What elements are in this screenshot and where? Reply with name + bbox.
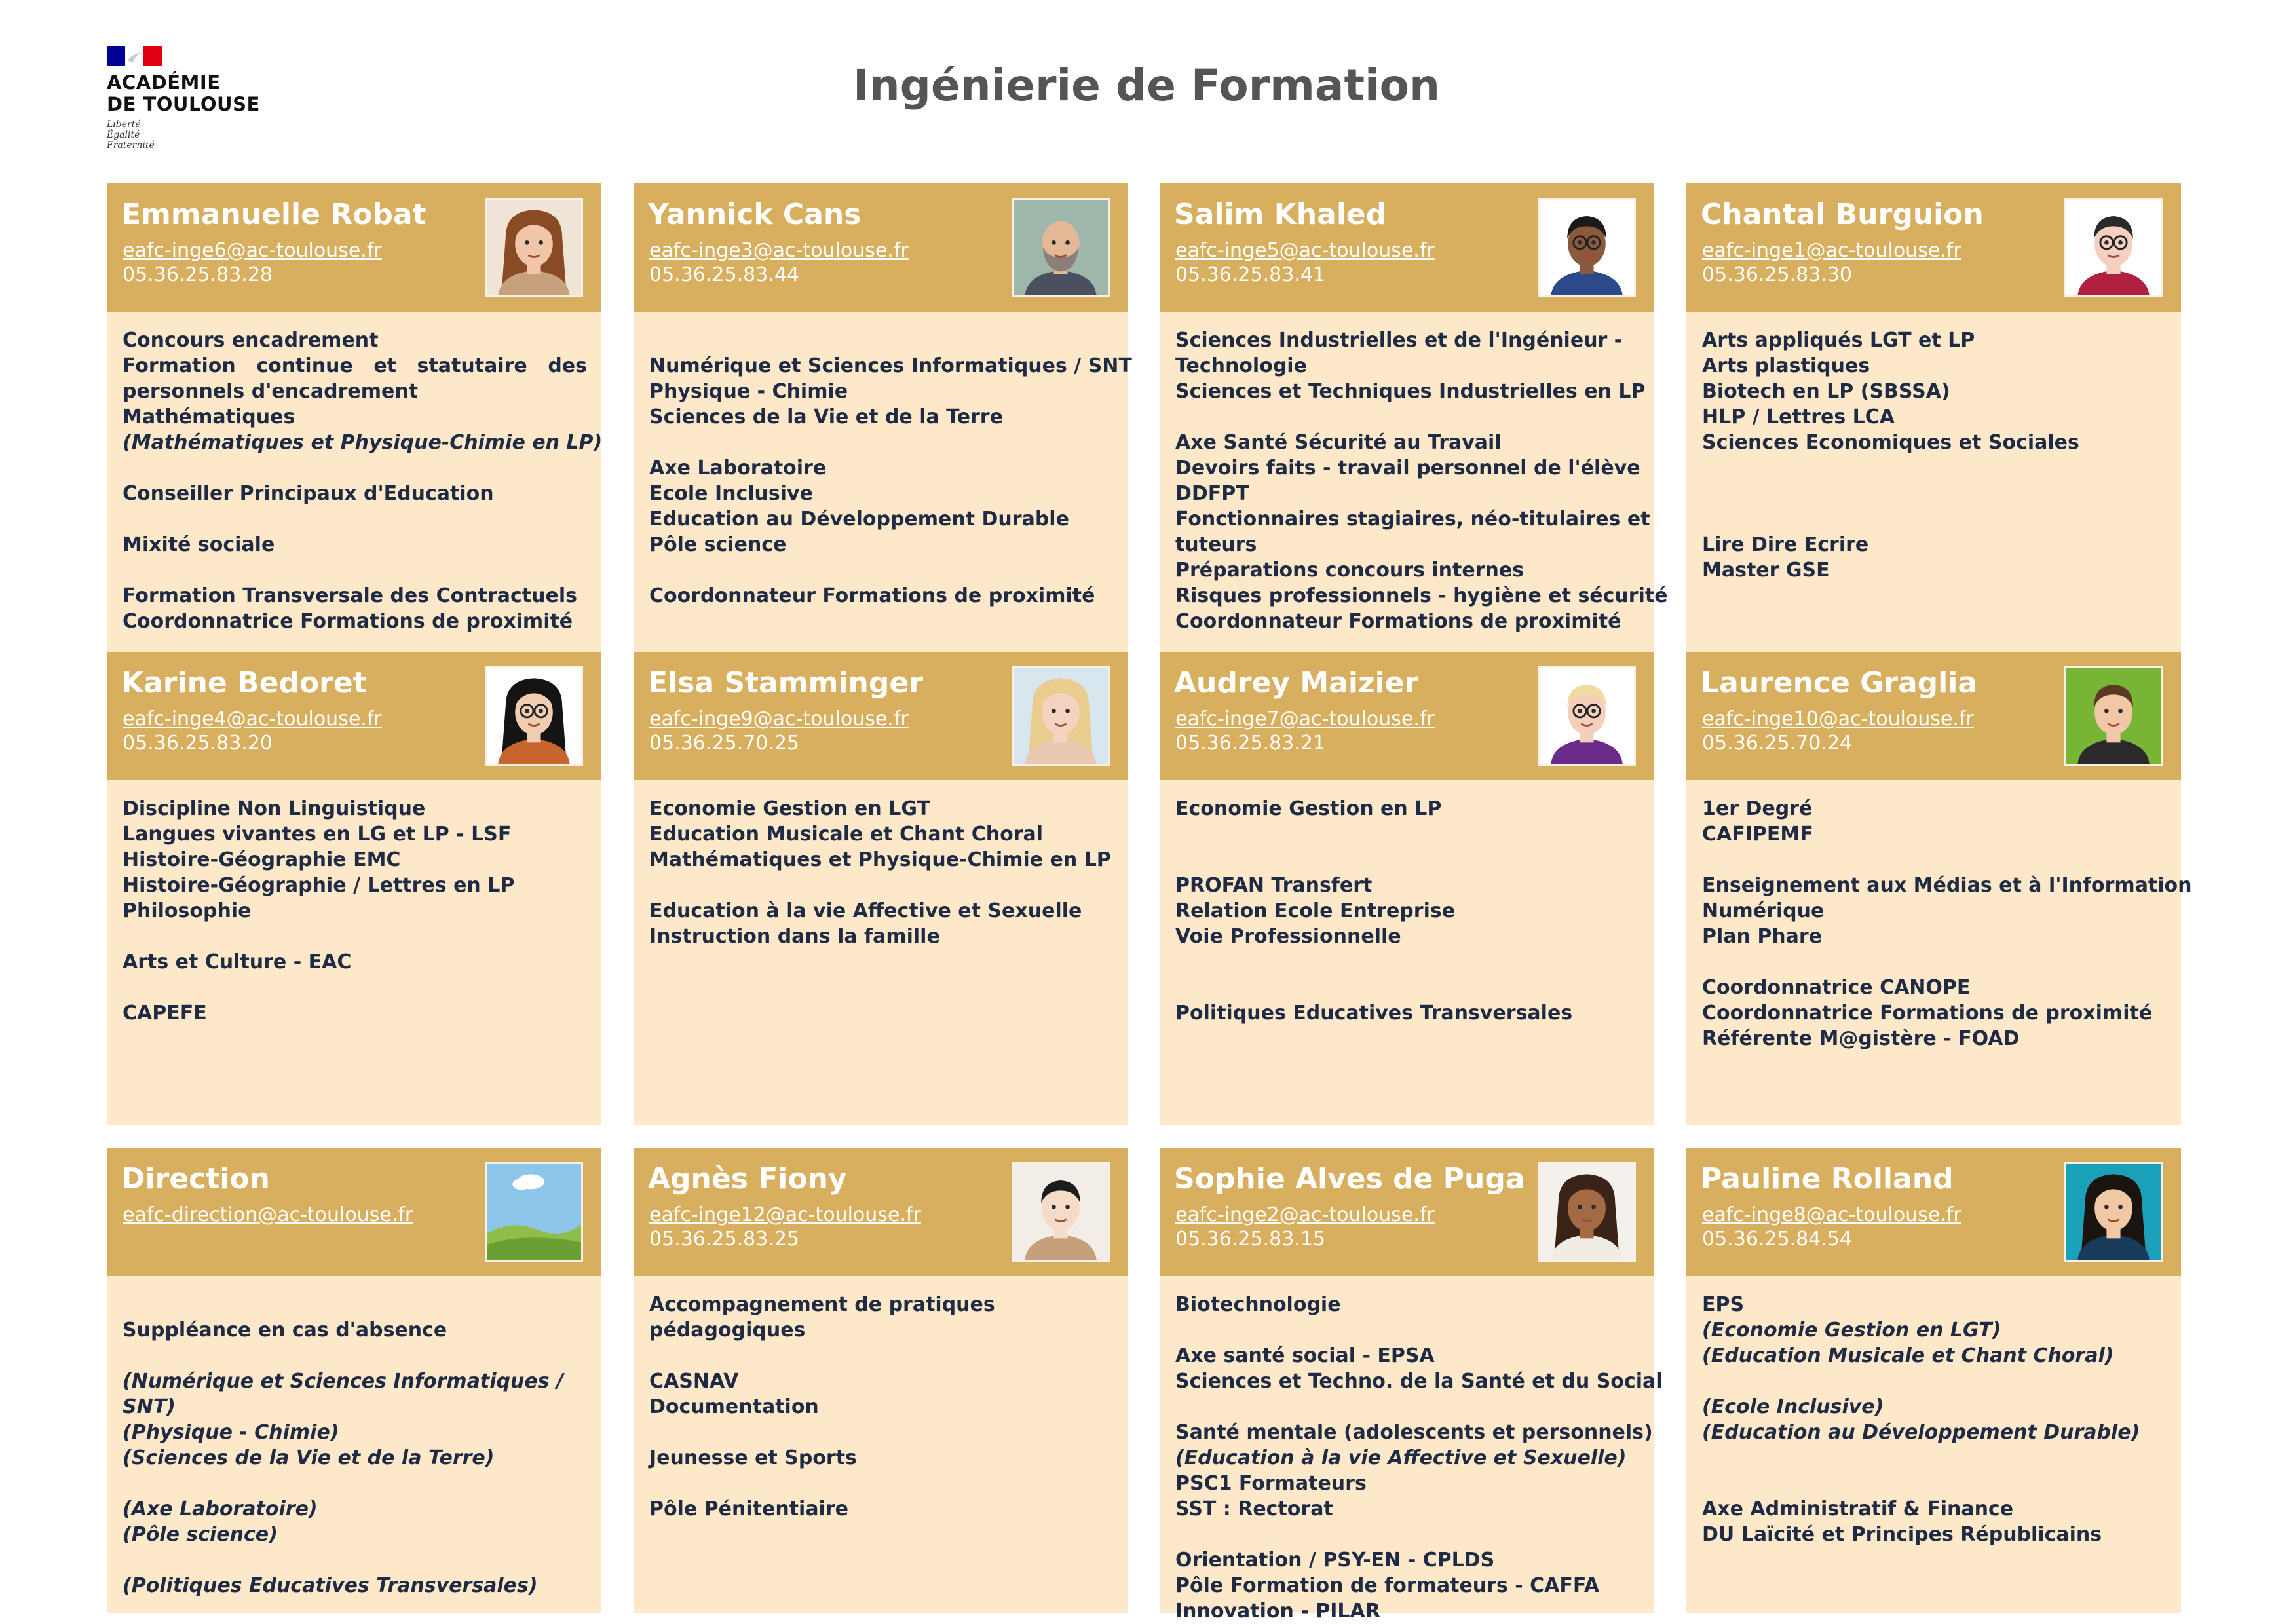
responsibility-item: (Physique - Chimie) xyxy=(123,1421,339,1444)
responsibility-item: Arts et Culture - EAC xyxy=(123,951,352,973)
responsibility-item: (Ecole Inclusive) xyxy=(1702,1395,1884,1418)
responsibility-item: DDFPT xyxy=(1175,482,1249,505)
responsibility-item: Référente M@gistère - FOAD xyxy=(1702,1027,2020,1050)
responsibility-item xyxy=(1175,847,1640,873)
card-header xyxy=(1160,652,1654,780)
responsibility-item: Technologie xyxy=(1175,354,1307,377)
responsibility-item: CASNAV xyxy=(649,1370,739,1393)
responsibility-item: Axe Santé Sécurité au Travail xyxy=(1175,431,1502,454)
responsibility-item xyxy=(649,328,1114,353)
responsibility-item: (Politiques Educatives Transversales) xyxy=(123,1574,538,1597)
responsibility-item xyxy=(649,1420,1114,1445)
contact-phone: 05.36.25.83.44 xyxy=(649,263,800,286)
responsibility-item xyxy=(649,430,1114,455)
contact-email-link[interactable]: eafc-inge1@ac-toulouse.fr xyxy=(1702,239,1961,262)
contact-card xyxy=(634,1148,1128,1613)
contact-card xyxy=(1160,183,1668,655)
responsibility-item: Préparations concours internes xyxy=(1175,559,1525,582)
responsibility-item: (Education Musicale et Chant Choral) xyxy=(1702,1344,2114,1367)
responsibility-item: Innovation - PILAR xyxy=(1175,1600,1380,1623)
responsibility-item xyxy=(1702,949,2167,975)
contact-card xyxy=(634,652,1128,1125)
responsibility-item: pédagogiques xyxy=(649,1319,806,1342)
responsibility-item: Fonctionnaires stagiaires, néo-titulaires et xyxy=(1175,508,1650,531)
responsibility-item xyxy=(123,975,587,1000)
contact-email-link[interactable]: eafc-inge7@ac-toulouse.fr xyxy=(1175,708,1435,730)
avatar xyxy=(1538,666,1636,766)
contact-card xyxy=(634,183,1132,655)
responsibility-item: CAPEFE xyxy=(123,1002,207,1025)
responsibility-item: CAFIPEMF xyxy=(1702,823,1813,846)
avatar xyxy=(1012,198,1110,297)
responsibility-item: Coordonnatrice Formations de proximité xyxy=(123,610,573,633)
responsibility-item: Documentation xyxy=(649,1395,819,1418)
contact-name: Pauline Rolland xyxy=(1701,1162,1954,1196)
contact-name: Direction xyxy=(121,1162,270,1196)
responsibility-item: Pôle Formation de formateurs - CAFFA xyxy=(1175,1574,1600,1597)
contact-phone: 05.36.25.83.25 xyxy=(649,1228,800,1251)
avatar xyxy=(2064,666,2163,766)
responsibility-item: Lire Dire Ecrire xyxy=(1702,533,1869,556)
responsibility-item xyxy=(649,1471,1114,1496)
contact-phone: 05.36.25.70.25 xyxy=(649,732,800,755)
responsibility-item: Master GSE xyxy=(1702,559,1830,582)
contact-name: Karine Bedoret xyxy=(121,666,367,700)
responsibilities-list xyxy=(1175,796,1640,1026)
responsibility-item: Economie Gestion en LP xyxy=(1175,797,1442,820)
contact-card xyxy=(1686,652,2192,1125)
avatar xyxy=(1012,666,1110,766)
responsibility-item: Sciences et Techno. de la Santé et du Social xyxy=(1175,1370,1663,1393)
responsibility-item: Santé mentale (adolescents et personnels) xyxy=(1175,1421,1653,1444)
responsibility-item: SST : Rectorat xyxy=(1175,1498,1333,1520)
card-header xyxy=(634,652,1128,780)
responsibility-item: Axe santé social - EPSA xyxy=(1175,1344,1435,1367)
avatar xyxy=(2064,198,2163,297)
responsibility-item: Sciences de la Vie et de la Terre xyxy=(649,406,1003,428)
card-header xyxy=(634,183,1128,312)
responsibility-item: Sciences Economiques et Sociales xyxy=(1702,431,2079,454)
contact-name: Laurence Graglia xyxy=(1701,666,1978,700)
responsibility-item: Instruction dans la famille xyxy=(649,925,940,948)
contact-phone: 05.36.25.70.24 xyxy=(1702,732,1853,755)
avatar xyxy=(485,666,583,766)
responsibility-item: (Education au Développement Durable) xyxy=(1702,1421,2140,1444)
landscape-icon xyxy=(485,1162,583,1262)
responsibility-item: Axe Administratif & Finance xyxy=(1702,1498,2014,1520)
responsibilities-list xyxy=(649,328,1132,609)
contact-card xyxy=(107,183,601,655)
card-header xyxy=(1686,1148,2181,1276)
responsibility-item xyxy=(1175,1394,1640,1420)
responsibility-item: Mixité sociale xyxy=(123,533,275,556)
responsibility-item: Numérique et Sciences Informatiques / SNT xyxy=(649,354,1132,377)
responsibility-item xyxy=(1702,481,2167,506)
responsibility-item: HLP / Lettres LCA xyxy=(1702,406,1895,428)
responsibility-item: Politiques Educatives Transversales xyxy=(1175,1002,1573,1025)
responsibility-item: Voie Professionnelle xyxy=(1175,925,1401,948)
responsibility-item: Plan Phare xyxy=(1702,925,1823,948)
responsibility-item xyxy=(1175,975,1640,1000)
responsibility-item: Coordonnateur Formations de proximité xyxy=(1175,610,1621,633)
contact-card xyxy=(1686,183,2181,655)
contact-email-link[interactable]: eafc-inge6@ac-toulouse.fr xyxy=(123,239,382,262)
responsibility-item xyxy=(1702,1369,2167,1394)
responsibility-item xyxy=(123,506,587,532)
responsibility-item: Education au Développement Durable xyxy=(649,508,1069,531)
responsibility-item xyxy=(1175,821,1640,847)
responsibility-item: PSC1 Formateurs xyxy=(1175,1472,1367,1495)
card-header xyxy=(107,1148,601,1276)
responsibility-item: Sciences et Techniques Industrielles en LP xyxy=(1175,380,1646,403)
card-header xyxy=(1160,183,1654,312)
responsibilities-list xyxy=(649,1292,1114,1522)
responsibilities-list xyxy=(1175,1292,1663,1624)
contact-phone: 05.36.25.84.54 xyxy=(1702,1228,1853,1251)
responsibility-item xyxy=(123,1343,587,1369)
responsibilities-list xyxy=(123,1292,587,1598)
avatar xyxy=(1538,198,1636,297)
contact-name: Salim Khaled xyxy=(1174,198,1387,231)
responsibilities-list xyxy=(1702,328,2167,583)
responsibility-item: (Sciences de la Vie et de la Terre) xyxy=(123,1446,495,1469)
card-header xyxy=(634,1148,1128,1276)
responsibility-item xyxy=(1702,1445,2167,1471)
contact-name: Yannick Cans xyxy=(648,198,862,231)
responsibility-item: Arts plastiques xyxy=(1702,354,1870,377)
responsibilities-list xyxy=(1702,1292,2167,1547)
responsibility-item xyxy=(123,557,587,583)
responsibility-item xyxy=(1175,404,1640,430)
responsibility-item: Philosophie xyxy=(123,899,252,922)
contact-name: Agnès Fiony xyxy=(648,1162,847,1196)
responsibility-item: Risques professionnels - hygiène et sécurité xyxy=(1175,584,1668,607)
avatar xyxy=(1012,1162,1110,1262)
contact-card xyxy=(1160,652,1654,1125)
contact-name: Audrey Maizier xyxy=(1174,666,1419,700)
responsibility-item xyxy=(1175,949,1640,975)
contact-card xyxy=(107,652,601,1125)
contact-email-link[interactable]: eafc-inge5@ac-toulouse.fr xyxy=(1175,239,1435,262)
responsibility-item: (Education à la vie Affective et Sexuelle) xyxy=(1175,1446,1627,1469)
responsibility-item: Sciences Industrielles et de l'Ingénieur - xyxy=(1175,329,1623,352)
responsibility-item: Numérique xyxy=(1702,899,1825,922)
contact-email-link[interactable]: eafc-inge8@ac-toulouse.fr xyxy=(1702,1203,1961,1226)
responsibility-item: Jeunesse et Sports xyxy=(649,1446,857,1469)
page-title: Ingénierie de Formation xyxy=(853,60,1440,111)
responsibility-item: Pôle Pénitentiaire xyxy=(649,1498,848,1520)
responsibilities-list xyxy=(123,328,603,634)
responsibilities-list xyxy=(123,796,587,1026)
responsibility-item xyxy=(649,873,1114,898)
contact-name: Elsa Stamminger xyxy=(648,666,923,700)
responsibility-item: PROFAN Transfert xyxy=(1175,874,1373,897)
logo-line-1: ACADÉMIE xyxy=(107,71,221,94)
contact-email-link[interactable]: eafc-inge10@ac-toulouse.fr xyxy=(1702,708,1974,730)
contact-card xyxy=(1160,1148,1663,1623)
responsibility-item xyxy=(1702,847,2167,873)
contact-card xyxy=(1686,1148,2181,1613)
responsibility-item: SNT) xyxy=(123,1395,176,1418)
responsibility-item: 1er Degré xyxy=(1702,797,1813,820)
responsibility-item: Economie Gestion en LGT xyxy=(649,797,930,820)
contact-name: Chantal Burguion xyxy=(1701,198,1984,231)
responsibility-item: Conseiller Principaux d'Education xyxy=(123,482,494,505)
responsibility-item: Education à la vie Affective et Sexuelle xyxy=(649,899,1082,922)
responsibility-item xyxy=(1175,1317,1640,1343)
contact-phone: 05.36.25.83.30 xyxy=(1702,263,1853,286)
card-header xyxy=(107,183,601,312)
responsibility-item: Arts appliqués LGT et LP xyxy=(1702,329,1975,352)
contact-phone: 05.36.25.83.21 xyxy=(1175,732,1326,755)
avatar xyxy=(2064,1162,2163,1262)
responsibility-item: Concours encadrement xyxy=(123,329,379,352)
responsibility-item xyxy=(123,1292,587,1317)
responsibility-item: Pôle science xyxy=(649,533,787,556)
responsibility-item: tuteurs xyxy=(1175,533,1257,556)
contact-email-link[interactable]: eafc-inge9@ac-toulouse.fr xyxy=(649,708,909,730)
contact-email-link[interactable]: eafc-inge3@ac-toulouse.fr xyxy=(649,239,909,262)
responsibility-item: Coordonnateur Formations de proximité xyxy=(649,584,1095,607)
responsibility-item: (Mathématiques et Physique-Chimie en LP) xyxy=(123,431,603,454)
responsibility-item xyxy=(123,924,587,949)
responsibilities-list xyxy=(1175,328,1668,634)
responsibility-item: Coordonnatrice CANOPE xyxy=(1702,976,1971,999)
responsibility-item xyxy=(123,1547,587,1573)
contact-email-link[interactable]: eafc-inge4@ac-toulouse.fr xyxy=(123,708,382,730)
contact-phone: 05.36.25.83.20 xyxy=(123,732,273,755)
responsibility-item: Physique - Chimie xyxy=(649,380,848,403)
responsibility-item: Relation Ecole Entreprise xyxy=(1175,899,1456,922)
responsibility-item: (Economie Gestion en LGT) xyxy=(1702,1319,2001,1342)
responsibility-item: DU Laïcité et Principes Républicains xyxy=(1702,1523,2102,1546)
responsibility-item: Biotech en LP (SBSSA) xyxy=(1702,380,1950,403)
responsibility-item xyxy=(123,455,587,481)
responsibility-item: (Numérique et Sciences Informatiques / xyxy=(123,1370,563,1393)
responsibility-item xyxy=(649,557,1114,583)
contact-email-link[interactable]: eafc-inge12@ac-toulouse.fr xyxy=(649,1203,921,1226)
responsibility-item: EPS xyxy=(1702,1293,1745,1316)
responsibility-item: Mathématiques et Physique-Chimie en LP xyxy=(649,848,1111,871)
responsibility-item xyxy=(649,1343,1114,1369)
card-header xyxy=(1686,183,2181,312)
responsibility-item: Devoirs faits - travail personnel de l'élève xyxy=(1175,457,1640,480)
card-header xyxy=(1686,652,2181,780)
responsibility-item: Mathématiques xyxy=(123,406,295,428)
motto-egalite: Égalité xyxy=(107,130,140,140)
responsibility-item: Ecole Inclusive xyxy=(649,482,813,505)
card-header xyxy=(107,652,601,780)
responsibility-item: Accompagnement de pratiques xyxy=(649,1293,995,1316)
contact-phone: 05.36.25.83.28 xyxy=(123,263,273,286)
contact-name: Emmanuelle Robat xyxy=(121,198,426,231)
contact-email-link[interactable]: eafc-direction@ac-toulouse.fr xyxy=(123,1203,413,1226)
avatar xyxy=(485,198,583,297)
contact-phone: 05.36.25.83.41 xyxy=(1175,263,1326,286)
responsibility-item: Formation continue et statutaire des personnels d'encadrement xyxy=(123,354,587,403)
motto-liberte: Liberté xyxy=(107,119,141,130)
responsibilities-list xyxy=(649,796,1114,949)
responsibility-item: Education Musicale et Chant Choral xyxy=(649,823,1044,846)
responsibility-item: Histoire-Géographie EMC xyxy=(123,848,401,871)
responsibility-item: (Pôle science) xyxy=(123,1523,278,1546)
responsibility-item xyxy=(1702,506,2167,532)
contact-card xyxy=(107,1148,601,1613)
responsibility-item xyxy=(1702,1471,2167,1496)
contact-name: Sophie Alves de Puga xyxy=(1174,1162,1525,1196)
responsibility-item xyxy=(123,1471,587,1496)
responsibilities-list xyxy=(1702,796,2192,1051)
responsibility-item: Suppléance en cas d'absence xyxy=(123,1319,447,1342)
card-header xyxy=(1160,1148,1654,1276)
responsibility-item: Histoire-Géographie / Lettres en LP xyxy=(123,874,515,897)
motto-fraternite: Fraternité xyxy=(107,140,155,151)
avatar xyxy=(1538,1162,1636,1262)
responsibility-item: Discipline Non Linguistique xyxy=(123,797,426,820)
responsibility-item: (Axe Laboratoire) xyxy=(123,1498,318,1520)
contact-email-link[interactable]: eafc-inge2@ac-toulouse.fr xyxy=(1175,1203,1435,1226)
responsibility-item xyxy=(1702,455,2167,481)
responsibility-item: Enseignement aux Médias et à l'Information xyxy=(1702,874,2192,897)
responsibility-item: Langues vivantes en LG et LP - LSF xyxy=(123,823,512,846)
logo-line-2: DE TOULOUSE xyxy=(107,93,260,115)
responsibility-item xyxy=(1175,1522,1640,1547)
contact-phone: 05.36.25.83.15 xyxy=(1175,1228,1326,1251)
responsibility-item: Biotechnologie xyxy=(1175,1293,1341,1316)
responsibility-item: Axe Laboratoire xyxy=(649,457,827,480)
responsibility-item: Coordonnatrice Formations de proximité xyxy=(1702,1002,2153,1025)
responsibility-item: Orientation / PSY-EN - CPLDS xyxy=(1175,1549,1495,1572)
responsibility-item: Formation Transversale des Contractuels xyxy=(123,584,577,607)
